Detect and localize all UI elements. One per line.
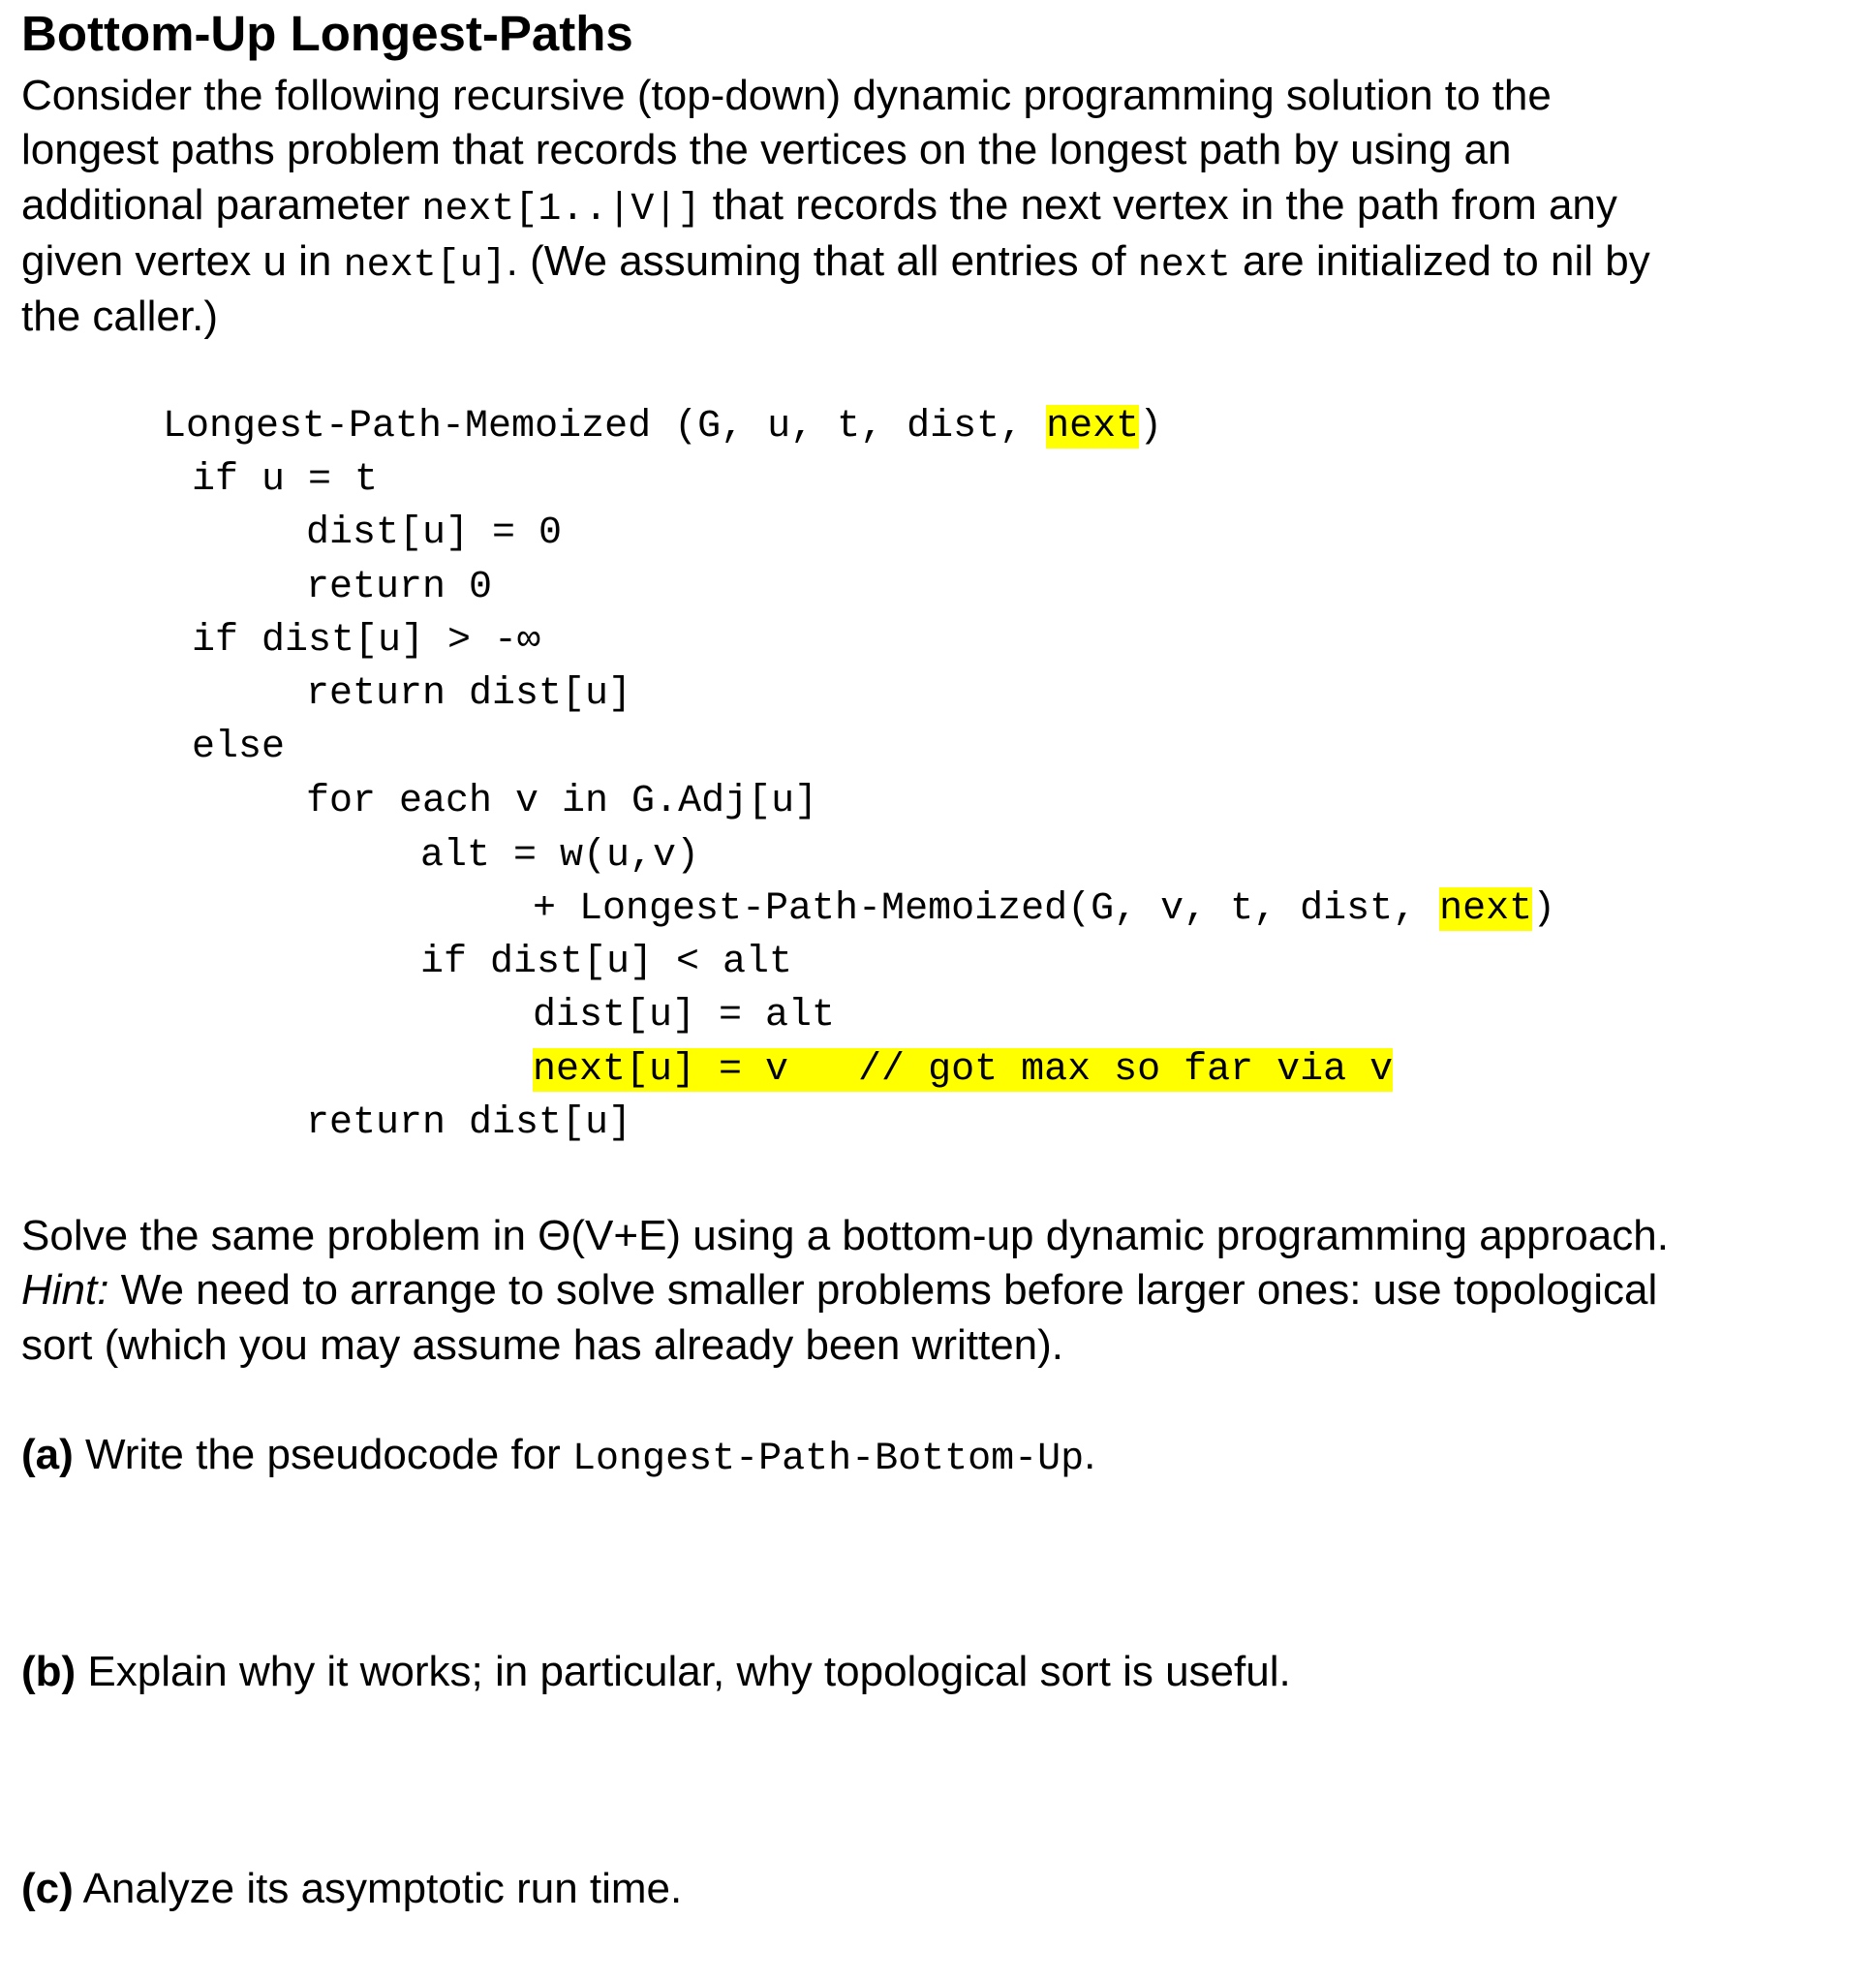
task-line-3: sort (which you may assume has already been written). [21,1321,1064,1369]
intro-line-2: longest paths problem that records the vertices on the longest path by using an [21,126,1512,173]
code-line-alt: alt = w(u,v) [420,834,700,878]
part-b-label: (b) [21,1648,77,1695]
intro-text: additional parameter [21,181,422,229]
code-text: + Longest-Path-Memoized(G, v, t, dist, [533,887,1440,931]
intro-text: given vertex u in [21,237,344,285]
part-b-text: Explain why it works; in particular, why topological sort is useful. [76,1648,1291,1695]
code-line-return-memo: return dist[u] [306,672,632,716]
part-b [21,1644,1291,1700]
code-line-return-zero: return 0 [306,566,493,609]
part-c-label: (c) [21,1865,74,1912]
highlighted-next-assignment: next[u] = v // got max so far via v [533,1048,1394,1092]
code-line-signature [163,401,1162,453]
code-line-recursive-call [533,883,1555,936]
task-line-2 [21,1262,1657,1318]
code-text: Longest-Path-Memoized (G, u, t, dist, [163,405,1047,449]
inline-code-next-array: next[1..|V|] [421,188,701,232]
code-line-if-base: if u = t [192,458,379,502]
code-line-if-memo: if dist[u] > -∞ [192,619,541,663]
page-title: Bottom-Up Longest-Paths [21,6,633,61]
intro-line-5: the caller.) [21,293,218,340]
task-line-1: Solve the same problem in Θ(V+E) using a bottom-up dynamic programming approach. [21,1212,1669,1259]
code-text: ) [1532,887,1556,931]
part-a-end: . [1084,1431,1096,1478]
intro-line-4 [21,233,1650,294]
inline-code-next-u: next[u] [343,244,507,288]
code-line-update-dist: dist[u] = alt [533,994,836,1037]
hint-label: Hint: [21,1266,109,1314]
highlighted-next-param: next [1046,405,1140,449]
intro-text: are initialized to nil by [1230,237,1650,285]
inline-code-next: next [1137,244,1231,288]
code-line-else: else [192,726,286,769]
part-c [21,1861,682,1917]
code-line-dist-zero: dist[u] = 0 [306,511,563,555]
part-a-code: Longest-Path-Bottom-Up [572,1438,1085,1481]
highlighted-next-arg: next [1439,887,1533,931]
code-line-if-better: if dist[u] < alt [420,941,793,984]
intro-line-1: Consider the following recursive (top-down) dynamic programming solution to the [21,72,1552,119]
code-line-for-each: for each v in G.Adj[u] [306,780,818,823]
intro-text: . (We assuming that all entries of [506,237,1138,285]
task-text: We need to arrange to solve smaller problems before larger ones: use topological [108,1266,1658,1314]
part-a-label: (a) [21,1431,74,1478]
code-text: ) [1139,405,1163,449]
part-a [21,1427,1095,1488]
part-a-text: Write the pseudocode for [73,1431,573,1478]
code-line-update-next [533,1044,1393,1097]
intro-text: that records the next vertex in the path from any [700,181,1617,229]
intro-line-3 [21,177,1617,238]
part-c-text: Analyze its asymptotic run time. [73,1865,683,1912]
code-line-return-final: return dist[u] [306,1101,632,1145]
